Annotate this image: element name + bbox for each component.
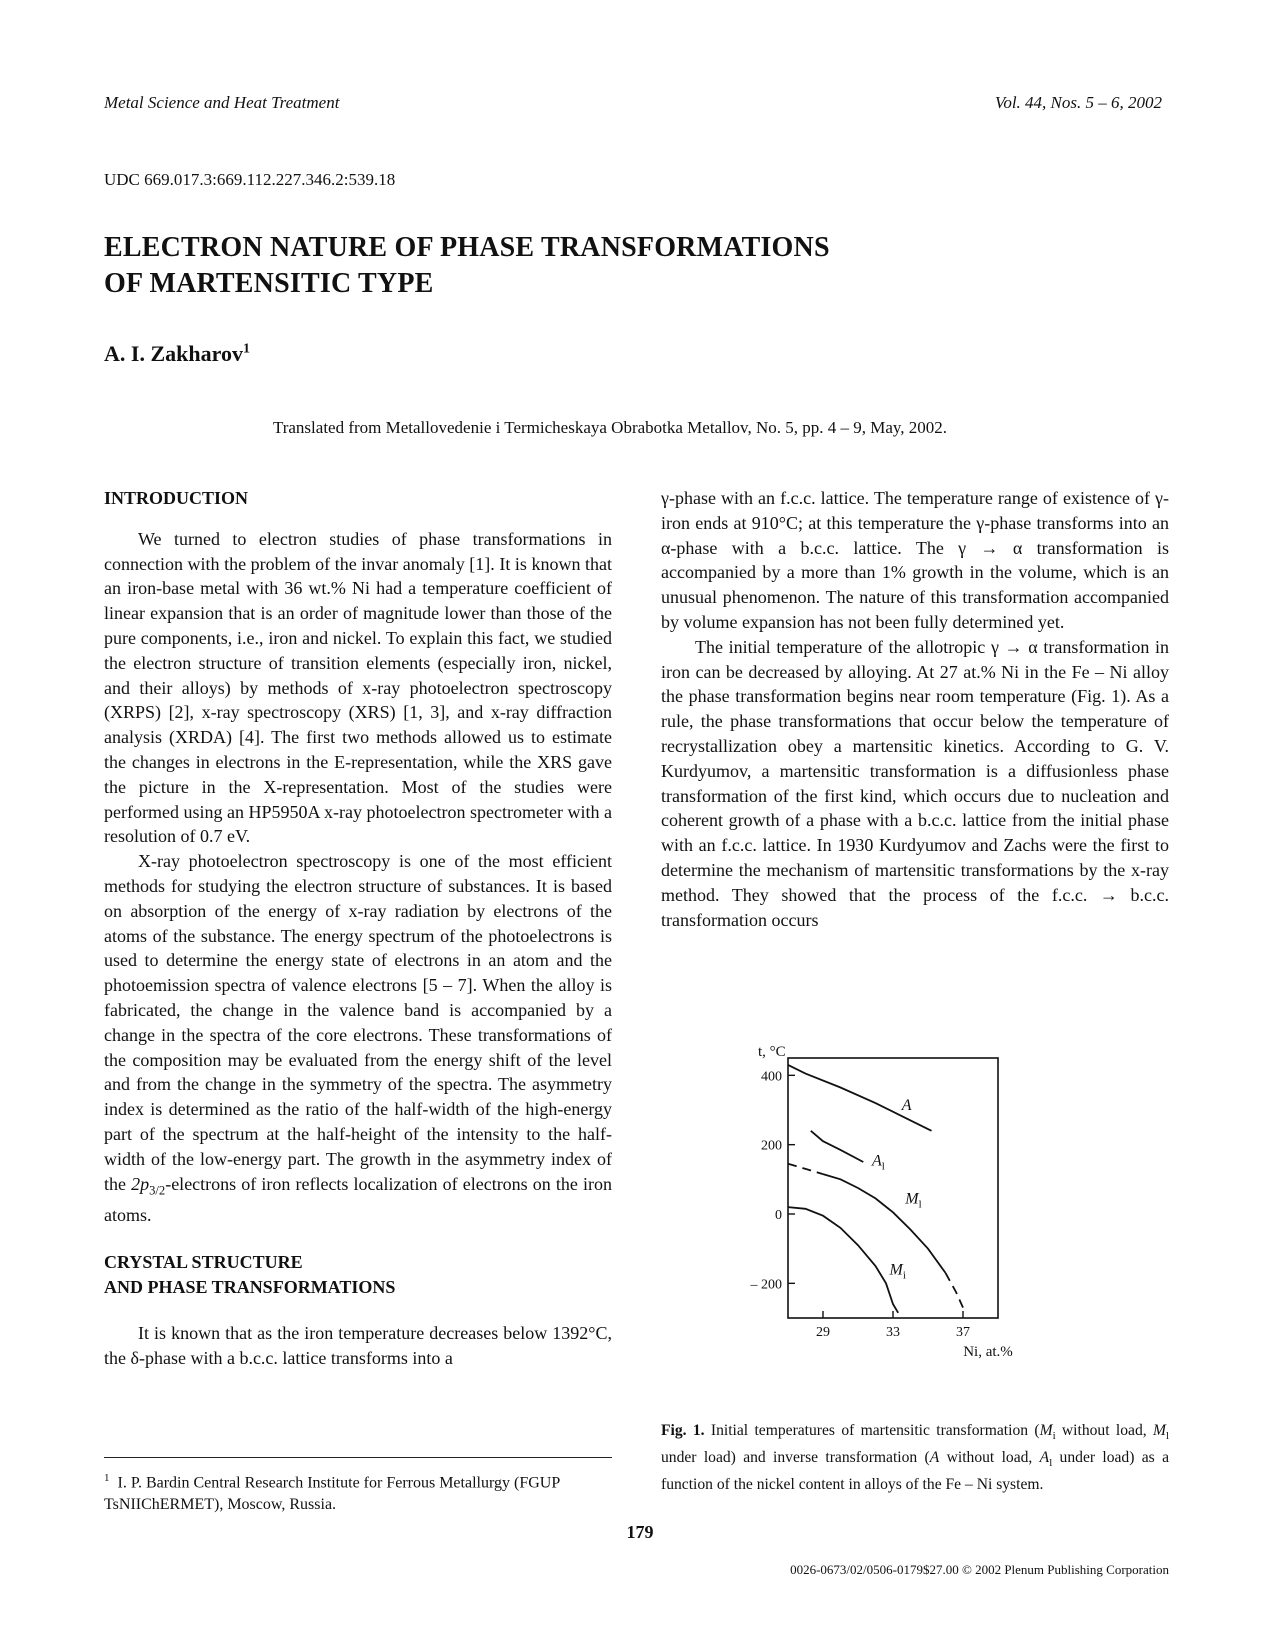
caption-text-3: under load) and inverse transformation ( — [661, 1449, 930, 1467]
series-label-sub-A_l: l — [881, 1160, 885, 1173]
y-axis-label: t, °C — [758, 1044, 786, 1060]
caption-mi-sub: i — [1052, 1430, 1056, 1443]
series-line-M_l — [823, 1174, 946, 1273]
section-heading-crystal-structure — [104, 1250, 612, 1300]
paragraph-3: It is known that as the iron temperature decreases below 1392°C, the δ-phase with a b.c.c. lattice transforms into a — [104, 1323, 612, 1369]
right-column — [661, 486, 1169, 932]
caption-ml: M — [1152, 1422, 1166, 1439]
x-tick-label: 33 — [886, 1325, 900, 1340]
copyright-line: 0026-0673/02/0506-0179$27.00 © 2002 Plenum Publishing Corporation — [790, 1562, 1169, 1577]
series-label-M_l: $M_l$ — [905, 1190, 922, 1211]
x-tick-label: 29 — [816, 1325, 830, 1340]
series-dash-end-M_l — [946, 1273, 964, 1308]
paragraph-4: γ-phase with an f.c.c. lattice. The temperature range of existence of γ-iron ends at 910°C; at this temperature the γ-phase transforms into an α-phase with a b.c.c. lattice. The γ → α transformation is accompanied by a more than 1% growth in the volume, which is an unusual phenomenon. The nature of this transformation accompanied by volume expansion has not been fully determined yet. — [661, 488, 1169, 632]
series-line-A_l — [811, 1131, 864, 1162]
y-tick-label: 400 — [761, 1069, 782, 1085]
section-heading-introduction: INTRODUCTION — [104, 488, 249, 508]
udc-code: UDC 669.017.3:669.112.227.346.2:539.18 — [104, 170, 396, 189]
figure-caption — [661, 1420, 1169, 1496]
caption-text-5: under load) as a function of the nickel content in alloys of the Fe – Ni system. — [661, 1449, 1169, 1494]
caption-al: A — [1039, 1449, 1050, 1467]
y-tick-label: – 200 — [750, 1277, 782, 1293]
y-tick-label: 200 — [761, 1138, 782, 1154]
heading-line-1: CRYSTAL STRUCTURE — [104, 1251, 303, 1272]
heading-line-2: AND PHASE TRANSFORMATIONS — [104, 1276, 396, 1297]
paragraph-2-end: -electrons of iron reflects localization of electrons on the iron atoms. — [104, 1173, 612, 1225]
footnote-rule — [104, 1457, 612, 1458]
paragraph-2-subscript: 3/2 — [149, 1183, 166, 1198]
footnote-number: 1 — [104, 1472, 110, 1484]
author-footnote-mark: 1 — [242, 341, 250, 357]
paragraph-2-orbital: 2p — [131, 1173, 150, 1194]
x-axis-label: Ni, at.% — [963, 1344, 1013, 1360]
paragraph-1: We turned to electron studies of phase transformations in connection with the problem of the invar anomaly [1]. It is known that an iron-base metal with 36 wt.% Ni had a temperature coefficient of linear expansion that is an order of magnitude lower than those of the pure components, i.e., iron and nickel. To explain this fact, we studied the electron structure of transition elements (especially iron, nickel, and their alloys) by methods of x-ray photoelectron spectroscopy (XRPS) [2], x-ray spectroscopy (XRS) [1, 3], and x-ray diffraction analysis (XRDA) [4]. The first two methods allowed us to estimate the changes in electrons in the E-representation, while the XRS gave the picture in the X-representation. Most of the studies were performed using an HP5950A x-ray photoelectron spectrometer with a resolution of 0.7 eV. — [104, 528, 612, 847]
journal-name: Metal Science and Heat Treatment — [104, 93, 340, 112]
left-column — [104, 486, 612, 1371]
x-tick-label: 37 — [956, 1325, 970, 1340]
caption-text-4: without load, — [939, 1449, 1040, 1467]
page-number: 179 — [626, 1522, 654, 1542]
caption-mi: M — [1039, 1422, 1053, 1439]
figure-1 — [750, 1040, 1100, 1410]
series-label-M_i: $M_i$ — [889, 1261, 906, 1282]
y-tick-label: 0 — [775, 1208, 782, 1223]
series-dash-start-M_l — [788, 1164, 823, 1174]
author — [104, 341, 250, 367]
plot-frame — [788, 1058, 998, 1318]
translation-note: Translated from Metallovedenie i Termicheskaya Obrabotka Metallov, No. 5, pp. 4 – 9, May, 2002. — [272, 418, 948, 437]
caption-label: Fig. 1. — [661, 1422, 705, 1439]
volume-info: Vol. 44, Nos. 5 – 6, 2002 — [994, 93, 1162, 112]
title-line-1: ELECTRON NATURE OF PHASE TRANSFORMATIONS — [104, 232, 830, 263]
paragraph-2-text: X-ray photoelectron spectroscopy is one of the most efficient methods for studying the electron structure of substances. It is based on absorption of the energy of x-ray radiation by electrons of the atoms of the substance. The energy spectrum of the photoelectrons is used to determine the energy state of electrons in an atom and the photoemission spectra of valence electrons [5 – 7]. When the alloy is fabricated, the change in the valence band is accompanied by a change in the spectra of the core electrons. These transformations of the composition may be evaluated from the energy shift of the level and from the change in the symmetry of the spectra. The asymmetry index is determined as the ratio of the half-width of the high-energy part of the spectrum at the half-height of the intensity to the half-width of the low-energy part. The growth in the asymmetry index of the — [104, 851, 612, 1194]
caption-al-sub: l — [1049, 1457, 1053, 1470]
paragraph-2 — [104, 849, 612, 1228]
caption-text-2: without load, — [1055, 1422, 1153, 1439]
series-label-sub-M_i: i — [902, 1269, 906, 1282]
title-line-2: OF MARTENSITIC TYPE — [104, 268, 434, 299]
series-label-A: A — [901, 1097, 912, 1114]
footnote — [104, 1467, 612, 1516]
caption-a: A — [929, 1449, 940, 1467]
footnote-text: I. P. Bardin Central Research Institute for Ferrous Metallurgy (FGUP TsNIIChERMET), Moscow, Russia. — [104, 1474, 560, 1514]
series-label-A_l: $A_l$ — [872, 1152, 885, 1173]
series-line-M_i — [788, 1207, 898, 1313]
phase-chart — [750, 1040, 1100, 1410]
paper-title — [104, 230, 1004, 302]
paragraph-5: The initial temperature of the allotropic γ → α transformation in iron can be decreased by alloying. At 27 at.% Ni in the Fe – Ni alloy the phase transformation begins near room temperature (Fig. 1). As a rule, the phase transformations that occur below the temperature of recrystallization obey a martensitic kinetics. According to G. V. Kurdyumov, a martensitic transformation is a diffusionless phase transformation of the first kind, which occurs due to nucleation and coherent growth of a phase with a b.c.c. lattice from the initial phase with an f.c.c. lattice. In 1930 Kurdyumov and Zachs were the first to determine the mechanism of martensitic transformations by the x-ray method. They showed that the process of the f.c.c. → b.c.c. transformation occurs — [661, 636, 1169, 930]
author-name: A. I. Zakharov — [104, 341, 243, 366]
caption-text-1: Initial temperatures of martensitic transformation ( — [704, 1422, 1040, 1439]
series-label-sub-M_l: l — [918, 1198, 922, 1211]
caption-ml-sub: l — [1165, 1430, 1169, 1443]
